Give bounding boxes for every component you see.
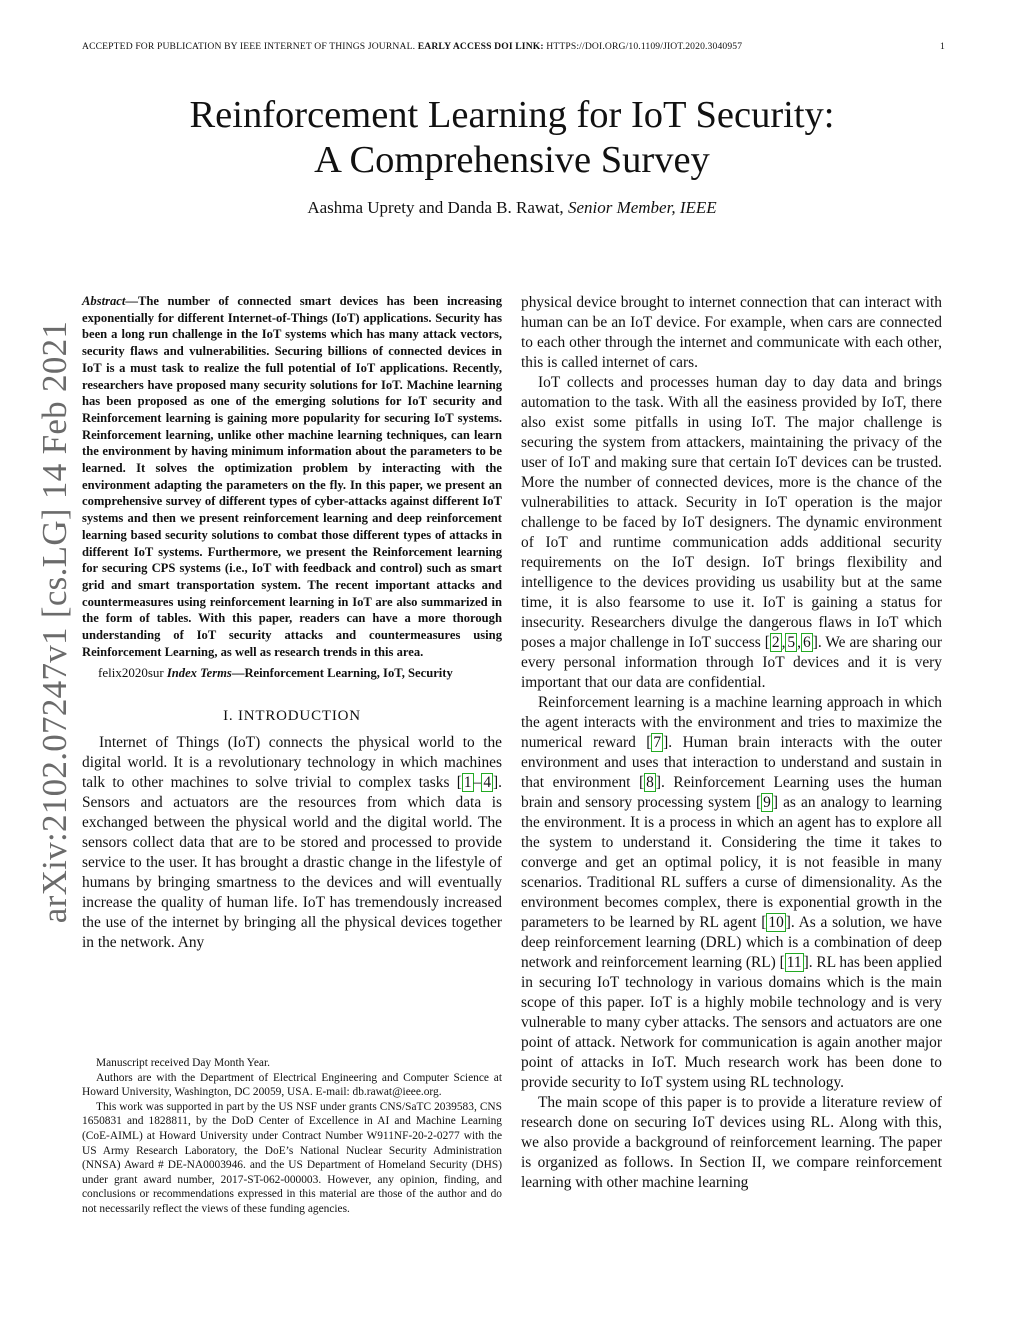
citation-11[interactable]: 11 (786, 954, 802, 971)
section-heading-introduction: I. INTRODUCTION (223, 708, 361, 725)
citation-separator: , (797, 634, 801, 651)
citation-2[interactable]: 2 (771, 634, 780, 651)
author-line (0, 198, 1024, 218)
title-line-1: Reinforcement Learning for IoT Security: (189, 94, 835, 136)
citation-9[interactable]: 9 (763, 794, 771, 811)
title-line-2: A Comprehensive Survey (314, 139, 710, 181)
citation-4[interactable]: 4 (483, 774, 492, 792)
intro-paragraph-1-continued: physical device brought to internet connection that can interact with human can be an IoT device. For example, when cars are connected to each other through the internet and communicate with each other, this is called internet of cars. (521, 294, 942, 371)
citation-7[interactable]: 7 (653, 734, 662, 751)
citation-1[interactable]: 1 (463, 774, 472, 792)
index-terms (82, 665, 502, 682)
paper-title (0, 93, 1024, 183)
intro-paragraph-3 (521, 693, 942, 1093)
citation-6[interactable]: 6 (802, 634, 811, 651)
intro-p3-text-f: ]. RL has been applied in securing IoT technology in various domains which is the main scope of this paper. IoT is a highly mobile technology and is very vulnerable to many cyber attacks. The sensors and actuators are one point of attack. Network for communication is again another major point of attacks in IoT. Much research work has been done to provide security to IoT system using RL technology. (521, 954, 942, 1091)
citation-10[interactable]: 10 (768, 914, 784, 931)
left-column (82, 293, 502, 953)
citation-range-dash: – (473, 774, 482, 792)
abstract-body: —The number of connected smart devices has been increasing exponentially for different Internet-of-Things (IoT) applications. Security has been a long run challenge in the IoT systems which has many attack vectors, security flaws and vulnerabilities. Securing billions of connected devices in IoT is a must task to realize the full potential of IoT applications. Recently, researchers have proposed many security solutions for IoT. Machine learning has been proposed as one of the emerging solutions for IoT security and Reinforcement learning is gaining more popularity for securing IoT systems. Reinforcement learning, unlike other machine learning techniques, can learn the environment by having minimum information about the parameters to be learned. It solves the optimization problem by interacting with the environment adapting the parameters on the fly. In this paper, we present an comprehensive survey of different types of cyber-attacks against different IoT systems and then we present reinforcement learning and deep reinforcement learning based security solutions to combat those different types of attacks in different IoT systems. Furthermore, we present the Reinforcement learning for securing CPS systems (i.e., IoT with feedback and control) such as smart grid and smart transportation system. The recent important attacks and countermeasures using reinforcement learning in IoT are also summarized in the form of tables. With this paper, readers can have a more thorough understanding of IoT security attacks and countermeasures using Reinforcement Learning, as well as research trends in this area. (82, 294, 502, 659)
intro-p3-text-a: Reinforcement learning is a machine learning approach in which the agent interacts with the environment and tries to maximize the numerical reward [ (521, 694, 942, 751)
intro-p1-text-a: Internet of Things (IoT) connects the physical world to the digital world. It is a revolutionary technology in which machines talk to other machines to solve trivial to complex tasks [ (82, 734, 502, 792)
intro-p3-text-c: ]. Reinforcement Learning uses the human brain and sensory processing system [ (521, 774, 942, 811)
citation-5[interactable]: 5 (787, 634, 796, 651)
footnote-received: Manuscript received Day Month Year. (96, 1057, 270, 1069)
author-affiliation: Senior Member, IEEE (567, 198, 717, 217)
index-terms-tag: felix2020sur (98, 665, 164, 681)
footnotes (82, 1056, 502, 1217)
intro-p2-text-a: IoT collects and processes human day to day data and brings automation to the task. With all the easiness provided by IoT, there also exist some pitfalls in using IoT. The major challenge is securing the system from attackers, maintaining the privacy of the user of IoT and making sure that certain IoT devices can be trusted. More the number of connected devices, more is the chance of the vulnerabilities to attack. Security in IoT operation is the major challenge to be faced by IoT designers. The dynamic environment of IoT and runtime communication adds additional security requirements on the IoT design. IoT brings flexibility and intelligence to the devices providing us usability but at the same time, it is also fearsome to use it. IoT is gaining a status for insecurity. Researchers divulge the dangerous flaws in IoT which poses a major challenge in IoT success [ (521, 374, 942, 651)
abstract (82, 293, 502, 660)
right-column (521, 293, 942, 1193)
arxiv-identifier[interactable]: arXiv:2102.07247v1 [cs.LG] 14 Feb 2021 (35, 320, 74, 924)
index-terms-body: —Reinforcement Learning, IoT, Security (231, 666, 453, 681)
header-doi-url[interactable]: HTTPS://DOI.ORG/10.1109/JIOT.2020.3040957 (546, 41, 743, 52)
running-header (82, 41, 945, 52)
intro-p3-text-d: ] as an analogy to learning the environment. It is a process in which an agent has to explore all the system to understand it. Considering the time it takes to converge and get an optimal policy, it is not feasible in many scenarios. Traditional RL suffers a curse of dimensionality. As the environment becomes complex, there is exponential growth in the parameters to be learned by RL agent [ (521, 794, 942, 931)
abstract-lead: Abstract (82, 294, 126, 308)
intro-paragraph-2 (521, 373, 942, 693)
intro-p3-text-e: ]. As a solution, we have deep reinforcement learning (DRL) which is a combination of deep network and reinforcement learning (RL) [ (521, 914, 942, 971)
intro-paragraph-4: The main scope of this paper is to provide a literature review of research done on securing IoT devices using RL. Along with this, we also provide a background of reinforcement learning. The paper is organized as follows. In Section II, we compare reinforcement learning with other machine learning (521, 1094, 942, 1191)
header-journal: ACCEPTED FOR PUBLICATION BY IEEE INTERNET OF THINGS JOURNAL. (82, 41, 416, 52)
page-number: 1 (940, 41, 945, 52)
footnote-funding: This work was supported in part by the US NSF under grants CNS/SaTC 2039583, CNS 1650831 and 1828811, by the DoD Center of Excellence in AI and Machine Learning (CoE-AIML) at Howard University under Contract Number W911NF-20-2-0277 with the US Army Research Laboratory, the DoE’s National Nuclear Security Administration (NNSA) Award # DE-NA0003946. and the US Department of Homeland Security (DHS) under grant award number, 2017-ST-062-000003. However, any opinion, finding, and conclusions or recommendations expressed in this material are those of the author and do not necessarily reflect the views of these funding agencies. (82, 1100, 502, 1215)
citation-8[interactable]: 8 (646, 774, 654, 791)
intro-paragraph-1 (82, 733, 502, 953)
author-names: Aashma Uprety and Danda B. Rawat, (307, 198, 564, 217)
header-doi-label: EARLY ACCESS DOI LINK: (417, 41, 544, 52)
footnote-authors: Authors are with the Department of Electrical Engineering and Computer Science at Howard University, Washington, DC 20059, USA. E-mail: db.rawat@ieee.org. (82, 1071, 502, 1099)
citation-separator: , (781, 634, 786, 651)
intro-p2-text-b: ]. We are sharing our every personal information through IoT devices and it is very important that our data are confidential. (521, 634, 942, 691)
index-terms-lead: Index Terms (166, 666, 232, 681)
intro-p3-text-b: ]. Human brain interacts with the outer environment and uses that interaction to understand and sustain in that environment [ (521, 734, 942, 791)
intro-p1-text-b: ]. Sensors and actuators are the resources from which data is exchanged between the physical world and the digital world. The sensors collect data that are to be stored and processed to provide service to the user. It has brought a drastic change in the lifestyle of humans by bringing smartness to the devices and will eventually increase the quality of human life. IoT has tremendously increased the use of the internet by bringing all the physical devices together in the network. Any (82, 774, 502, 952)
